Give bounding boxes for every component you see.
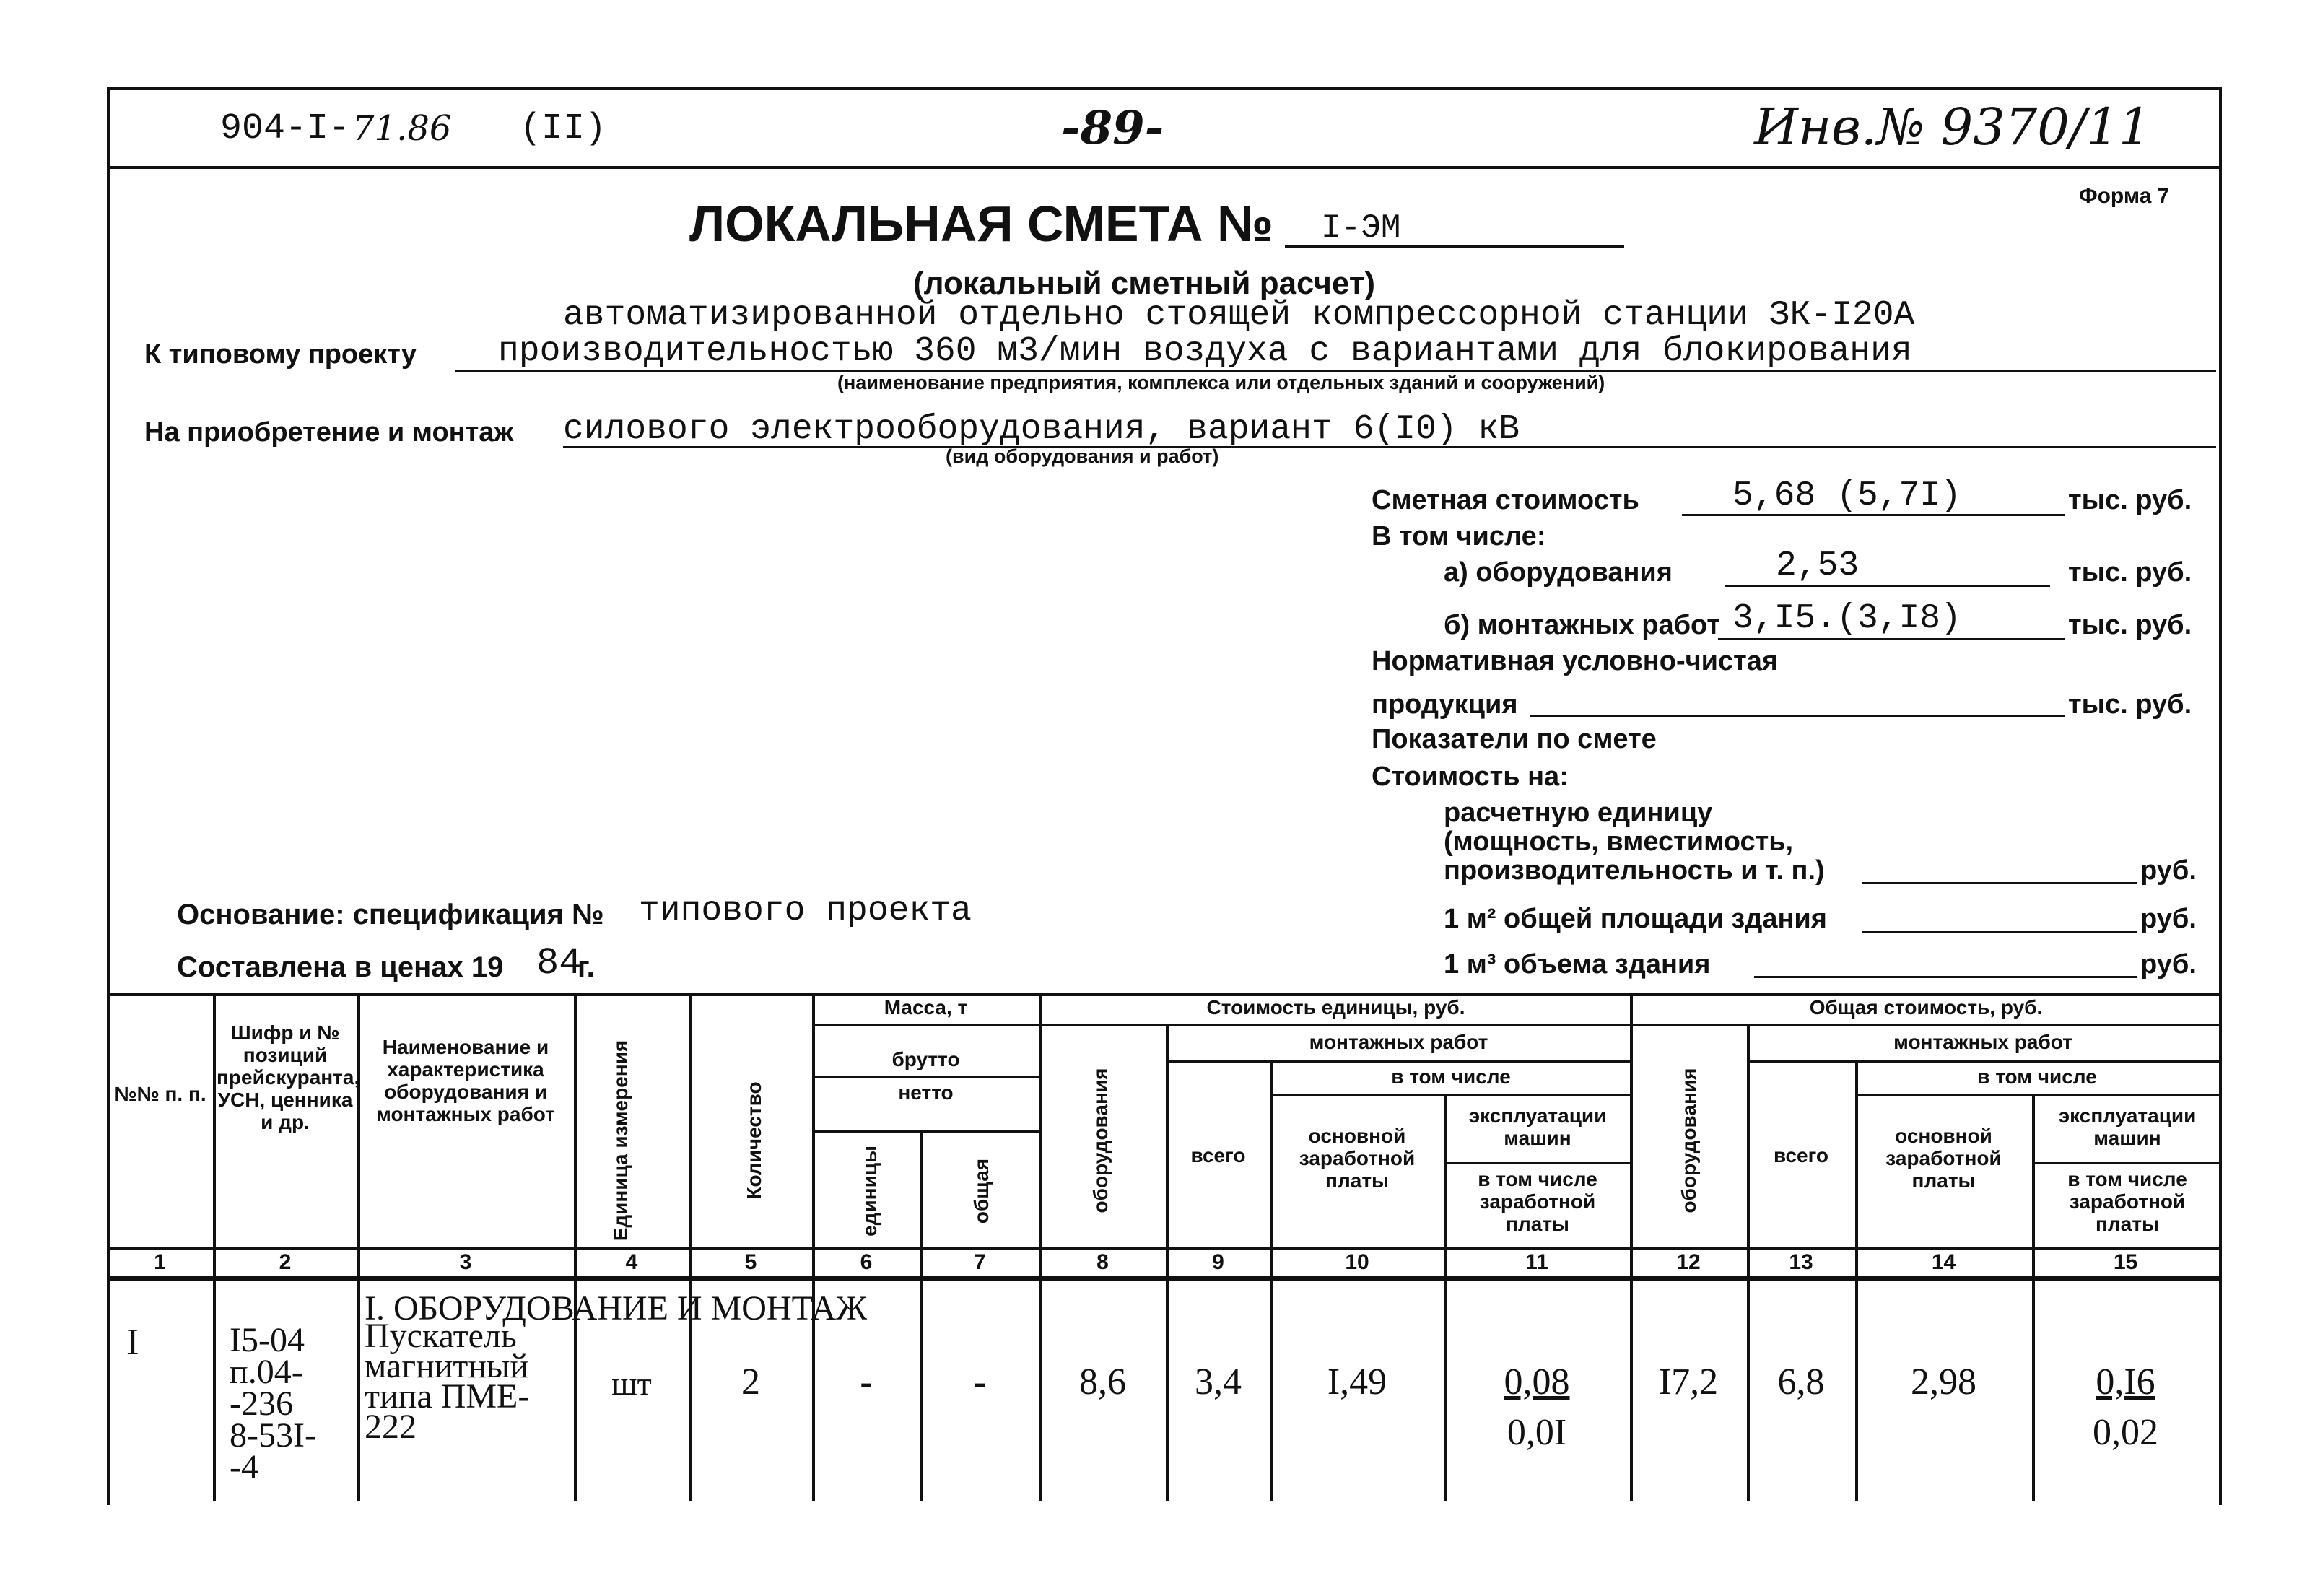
row-code-2: п.04- xyxy=(230,1353,303,1391)
header-mass-total: общая xyxy=(970,1158,993,1224)
row-total-machines-salary: 0,02 xyxy=(2093,1412,2158,1453)
col-line-6 xyxy=(920,1130,923,1501)
header-line-incl-1 xyxy=(1270,1094,1631,1096)
col-line-3 xyxy=(574,993,577,1501)
volume-underline xyxy=(1754,976,2137,978)
header-line-machines-2 xyxy=(2032,1162,2222,1164)
equipment-cost-unit: тыс. руб. xyxy=(2068,557,2192,588)
inventory-number: Инв.№ 9370/11 xyxy=(1754,97,2151,157)
installation-cost-unit: тыс. руб. xyxy=(2068,610,2192,640)
calc-unit-line-2: (мощность, вместимость, xyxy=(1444,827,1794,857)
col-number-5: 5 xyxy=(744,1250,757,1274)
header-total-installation: монтажных работ xyxy=(1893,1031,2072,1053)
row-total-equipment: I7,2 xyxy=(1658,1361,1719,1403)
header-line-mass xyxy=(812,1024,1039,1026)
row-unit-base-salary: I,49 xyxy=(1327,1361,1387,1403)
col-number-3: 3 xyxy=(459,1250,472,1274)
col-number-4: 4 xyxy=(625,1250,638,1274)
header-line-incl-2 xyxy=(1855,1094,2222,1096)
prices-year: 84 xyxy=(536,942,582,985)
code-handwritten: 71.86 xyxy=(352,108,452,149)
installation-cost-underline xyxy=(1718,638,2065,640)
project-line-2: производительностью 360 м3/мин воздуха с вариантами для блокирования xyxy=(498,332,1912,371)
row-name-3: типа ПМЕ- xyxy=(365,1377,530,1416)
form-label: Форма 7 xyxy=(2079,184,2170,208)
calc-unit-rub: руб. xyxy=(2140,855,2197,886)
row-unit-machines: 0,08 xyxy=(1504,1361,1570,1403)
row-total-machines: 0,I6 xyxy=(2096,1361,2155,1403)
header-unit-cost: Стоимость единицы, руб. xyxy=(1206,996,1465,1019)
header-total-machines: эксплуатации машин xyxy=(2058,1104,2197,1149)
header-netto: нетто xyxy=(898,1081,954,1104)
col-number-2: 2 xyxy=(279,1250,292,1274)
header-line-machines-1 xyxy=(1444,1162,1631,1164)
col-line-13 xyxy=(1855,1060,1858,1501)
row-number: I xyxy=(126,1322,139,1363)
basis-value: типового проекта xyxy=(639,891,972,930)
row-name-1: Пускатель xyxy=(365,1317,517,1355)
header-line-netto xyxy=(812,1130,1039,1133)
col-line-4 xyxy=(689,993,692,1501)
col-number-14: 14 xyxy=(1931,1250,1956,1274)
frame-right-line xyxy=(2219,87,2222,1505)
project-label: К типовому проекту xyxy=(144,339,417,370)
row-unit: шт xyxy=(611,1365,652,1402)
header-unit-of-which: в том числе xyxy=(1391,1065,1511,1088)
basis-label: Основание: спецификация № xyxy=(177,899,604,930)
header-total-equipment: оборудования xyxy=(1678,1068,1700,1213)
frame-left-line xyxy=(107,87,110,1505)
equipment-cost-value: 2,53 xyxy=(1776,546,1860,585)
including-label: В том числе: xyxy=(1372,521,1546,551)
row-unit-equipment: 8,6 xyxy=(1079,1361,1126,1403)
purpose-caption: (вид оборудования и работ) xyxy=(946,445,1219,467)
header-unit-equipment: оборудования xyxy=(1089,1068,1112,1213)
page-subtitle: (локальный сметный расчет) xyxy=(913,266,1376,301)
normative-underline xyxy=(1530,715,2065,717)
prices-label: Составлена в ценах 19 xyxy=(177,951,504,983)
volume-rub: руб. xyxy=(2140,949,2197,980)
installation-cost-label: б) монтажных работ xyxy=(1444,610,1720,640)
col-line-9 xyxy=(1270,1060,1273,1501)
row-unit-machines-salary: 0,0I xyxy=(1507,1412,1567,1453)
header-line-brutto xyxy=(812,1076,1039,1078)
indicators-label: Показатели по смете xyxy=(1372,724,1657,754)
estimated-cost-value: 5,68 (5,7I) xyxy=(1732,476,1961,515)
row-mass-unit: - xyxy=(860,1361,873,1403)
col-number-1: 1 xyxy=(154,1250,166,1274)
col-number-8: 8 xyxy=(1096,1250,1109,1274)
header-total-total: всего xyxy=(1773,1144,1829,1167)
col-number-13: 13 xyxy=(1789,1250,1813,1274)
row-mass-total: - xyxy=(973,1361,987,1403)
normative-label-2: продукция xyxy=(1372,689,1518,720)
col-number-15: 15 xyxy=(2113,1250,2138,1274)
equipment-cost-underline xyxy=(1725,585,2050,587)
row-unit-install-total: 3,4 xyxy=(1195,1361,1242,1403)
row-name-4: 222 xyxy=(365,1408,417,1446)
header-total-machines-salary: в том числе заработной платы xyxy=(2067,1168,2187,1235)
area-underline xyxy=(1862,931,2137,933)
normative-unit: тыс. руб. xyxy=(2068,689,2192,720)
equipment-cost-label: а) оборудования xyxy=(1444,557,1673,588)
header-quantity: Количество xyxy=(743,1081,765,1200)
estimated-cost-underline xyxy=(1682,514,2065,516)
header-code: Шифр и № позиций прейскуранта, УСН, ценника и др. xyxy=(217,1021,360,1133)
col-line-1 xyxy=(213,993,216,1501)
purpose-label: На приобретение и монтаж xyxy=(144,417,514,448)
purpose-underline xyxy=(563,446,2216,448)
row-code-3: -236 xyxy=(230,1384,293,1423)
calc-unit-line-1: расчетную единицу xyxy=(1444,798,1713,828)
header-mass-unit: единицы xyxy=(858,1146,881,1237)
col-number-10: 10 xyxy=(1345,1250,1369,1274)
header-total-cost: Общая стоимость, руб. xyxy=(1809,996,2043,1019)
header-name: Наименование и характеристика оборудования и монтажных работ xyxy=(376,1036,555,1125)
header-unit-total: всего xyxy=(1190,1144,1246,1167)
header-line-install-1 xyxy=(1166,1060,1631,1063)
header-unit-machines: эксплуатации машин xyxy=(1468,1104,1607,1149)
header-line-install-2 xyxy=(1747,1060,2222,1063)
page-number: -89- xyxy=(1061,101,1164,155)
col-line-7 xyxy=(1039,993,1042,1501)
area-label: 1 м² общей площади здания xyxy=(1444,904,1827,934)
header-divider xyxy=(107,166,2222,169)
header-total-of-which: в том числе xyxy=(1977,1065,2097,1088)
col-number-9: 9 xyxy=(1212,1250,1224,1274)
col-number-11: 11 xyxy=(1525,1250,1548,1274)
estimate-number: I-ЭМ xyxy=(1321,209,1401,247)
col-number-6: 6 xyxy=(860,1250,873,1274)
prices-suffix: г. xyxy=(577,951,595,983)
row-code-5: -4 xyxy=(230,1448,258,1486)
volume-label: 1 м³ объема здания xyxy=(1444,949,1711,980)
col-number-7: 7 xyxy=(974,1250,986,1274)
frame-top-line xyxy=(107,87,2222,90)
header-unit-machines-salary: в том числе заработной платы xyxy=(1478,1168,1597,1235)
estimate-number-underline xyxy=(1285,245,1624,248)
row-total-install-total: 6,8 xyxy=(1777,1361,1825,1403)
installation-cost-value: 3,I5.(3,I8) xyxy=(1732,599,1961,638)
section-title: I. ОБОРУДОВАНИЕ И МОНТАЖ xyxy=(365,1289,868,1327)
estimated-cost-label: Сметная стоимость xyxy=(1372,485,1639,515)
area-rub: руб. xyxy=(2140,904,2197,934)
page-title: ЛОКАЛЬНАЯ СМЕТА № xyxy=(689,196,1273,252)
header-brutto: брутто xyxy=(891,1048,960,1070)
col-number-12: 12 xyxy=(1676,1250,1701,1274)
project-caption: (наименование предприятия, комплекса или отдельных зданий и сооружений) xyxy=(837,372,1605,393)
header-mass: Масса, т xyxy=(884,996,968,1019)
project-line-1: автоматизированной отдельно стоящей компрессорной станции ЗК-I20А xyxy=(563,296,1915,335)
purpose-value: силового электрооборудования, вариант 6(I0) кВ xyxy=(563,410,1520,449)
normative-label-1: Нормативная условно-чистая xyxy=(1372,646,1779,676)
header-unit-base-salary: основной заработной платы xyxy=(1299,1125,1416,1192)
estimated-cost-unit: тыс. руб. xyxy=(2068,485,2192,515)
code-prefix: 904-I- xyxy=(220,108,351,149)
row-quantity: 2 xyxy=(741,1361,760,1403)
header-unit: Единица измерения xyxy=(609,1039,632,1242)
row-code-1: I5-04 xyxy=(230,1321,305,1359)
header-unit-installation: монтажных работ xyxy=(1309,1031,1488,1053)
cost-on-label: Стоимость на: xyxy=(1372,762,1569,792)
column-numbers-line xyxy=(107,1276,2222,1281)
row-code-4: 8-53I- xyxy=(230,1416,316,1455)
header-row-number: №№ п. п. xyxy=(114,1083,206,1105)
calc-unit-line-3: производительность и т. п.) xyxy=(1444,855,1825,886)
row-total-base-salary: 2,98 xyxy=(1911,1361,1976,1403)
header-total-base-salary: основной заработной платы xyxy=(1885,1125,2002,1192)
calc-unit-underline xyxy=(1862,882,2137,884)
row-name-2: магнитный xyxy=(365,1347,529,1385)
code-part: (II) xyxy=(520,108,607,149)
